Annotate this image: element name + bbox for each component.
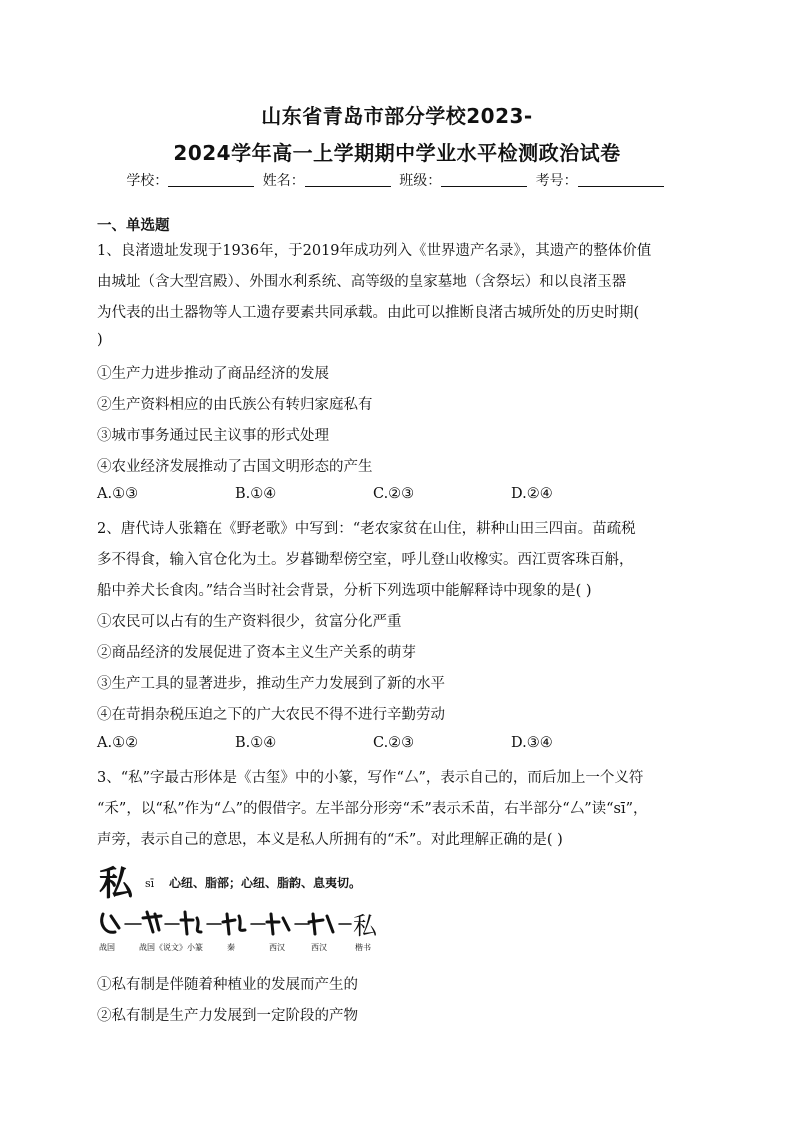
q1-statement: ④农业经济发展推动了古国文明形态的产生 [97,459,373,475]
ancient-forms-row [102,912,351,934]
q1-statement: ③城市事务通过民主议事的形式处理 [97,428,329,444]
q2-option-c[interactable]: C.②③ [373,735,415,751]
q1-stem-line: 由城址（含大型宫殿）、外围水利系统、高等级的皇家墓地（含祭坛）和以良渚玉器 [97,274,627,290]
q2-option-b[interactable]: B.①④ [235,735,277,751]
figure-label: 战国 [99,943,115,952]
q1-stem-line: ) [97,332,103,348]
form-western-han-2-icon [309,914,333,934]
exam-title-line1: 山东省青岛市部分学校2023- [261,104,533,128]
q3-stem-line: 声旁，表示自己的意思，本义是私人所拥有的“禾”。对此理解正确的是( ) [97,832,563,848]
q1-option-d[interactable]: D.②④ [511,486,553,502]
form-warring-states-2-icon [143,912,161,932]
figure-label: 战国《说文》小篆 [139,943,203,952]
q2-option-d[interactable]: D.③④ [511,735,553,751]
exam-number-blank[interactable] [578,172,664,187]
figure-definition: 心纽、脂部；心纽、脂韵、息夷切。 [169,876,362,890]
q1-statement: ②生产资料相应的由氏族公有转归家庭私有 [97,397,373,413]
form-qin-icon [223,914,245,934]
q1-option-b[interactable]: B.①④ [235,486,277,502]
q1-stem-line: 为代表的出土器物等人工遗存要素共同承载。由此可以推断良渚古城所处的历史时期( [97,305,640,321]
q2-stem-line: 多不得食，输入官仓化为土。岁暮锄犁傍空室，呼儿登山收橡实。西江贾客珠百斛， [97,552,634,568]
student-info-row [0,170,794,190]
class-blank[interactable] [441,172,527,187]
q1-statement: ①生产力进步推动了商品经济的发展 [97,366,329,382]
school-label: 学校： [126,173,169,189]
q2-statement: ④在苛捐杂税压迫之下的广大农民不得不进行辛勤劳动 [97,707,445,723]
q2-option-a[interactable]: A.①② [97,735,139,751]
q1-stem-line: 1、良渚遗址发现于1936年，于2019年成功列入《世界遗产名录》，其遗产的整体价值 [97,243,652,259]
form-small-seal-icon [181,912,201,934]
figure-main-char: 私 [99,864,133,904]
exam-title-line2: 2024学年高一上学期期中学业水平检测政治试卷 [173,141,621,165]
figure-pinyin: sī [145,877,155,890]
figure-label: 楷书 [355,943,371,952]
figure-label: 秦 [227,943,235,952]
figure-label: 西汉 [311,943,327,952]
section-title: 一、单选题 [97,218,170,234]
q3-statement: ②私有制是生产力发展到一定阶段的产物 [97,1008,358,1024]
figure-regular-script-char: 私 [353,912,377,940]
q1-option-a[interactable]: A.①③ [97,486,139,502]
name-label: 姓名： [262,173,305,189]
form-western-han-1-icon [267,914,289,934]
class-label: 班级： [399,173,442,189]
q3-stem-line: “禾”，以“私”作为“厶”的假借字。左半部分形旁“禾”表示禾苗，右半部分“厶”读“sī”， [97,801,648,817]
character-evolution-figure [97,862,387,957]
q3-statement: ①私有制是伴随着种植业的发展而产生的 [97,977,358,993]
school-blank[interactable] [168,172,254,187]
q3-stem-line: 3、“私”字最古形体是《古玺》中的小篆，写作“厶”，表示自己的，而后加上一个义符 [97,770,644,786]
exam-number-label: 考号： [535,173,578,189]
q2-statement: ③生产工具的显著进步，推动生产力发展到了新的水平 [97,676,445,692]
name-blank[interactable] [305,172,391,187]
figure-label: 西汉 [269,943,285,952]
q2-stem-line: 2、唐代诗人张籍在《野老歌》中写到：“老农家贫在山住，耕种山田三四亩。苗疏税 [97,521,636,537]
q1-option-c[interactable]: C.②③ [373,486,415,502]
form-warring-states-1-icon [102,914,119,932]
q2-statement: ②商品经济的发展促进了资本主义生产关系的萌芽 [97,645,416,661]
q2-stem-line: 船中养犬长食肉。”结合当时社会背景，分析下列选项中能解释诗中现象的是( ) [97,583,592,599]
q2-statement: ①农民可以占有的生产资料很少，贫富分化严重 [97,614,402,630]
